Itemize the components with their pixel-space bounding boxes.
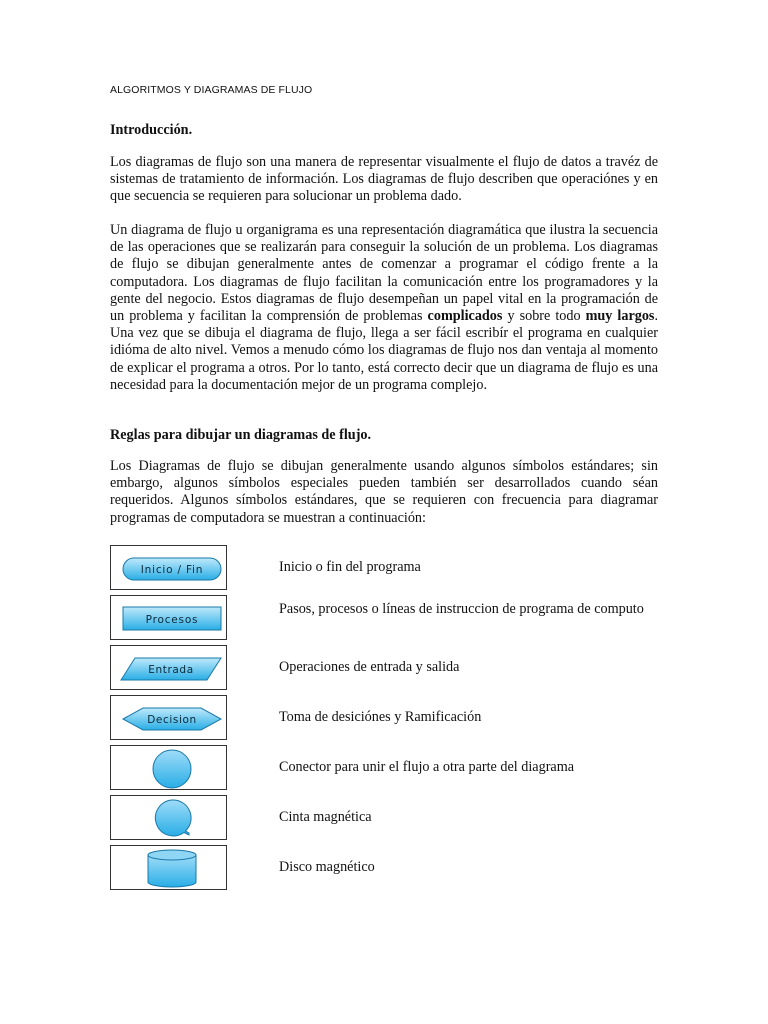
definition-text-2: y sobre todo [502, 308, 586, 325]
symbol-row-input-output [110, 645, 658, 693]
decision-icon [111, 696, 228, 741]
process-icon [111, 596, 228, 641]
symbol-box [110, 695, 227, 740]
document-title: ALGORITMOS Y DIAGRAMAS DE FLUJO [110, 84, 313, 96]
symbol-box [110, 845, 227, 890]
symbol-description: Pasos, procesos o líneas de instruccion de programa de computo [279, 601, 644, 617]
symbol-row-disk [110, 845, 658, 893]
symbol-row-connector [110, 745, 658, 793]
connector-icon [111, 746, 228, 791]
definition-text-1: Un diagrama de flujo u organigrama es una representación diagramática que ilustra la secuencia de las operaciones que se realizarán para conseguir la solución de un problema. Los diagramas de flujo se dibujan generalmente antes de comenzar a programar el código frente a la computadora. Los diagramas de flujo facilitan la comunicación entre los programadores y la gente del negocio. Estos diagramas de flujo desempeñan un papel vital en la programación de un problema y facilitan la comprensión de problemas [110, 222, 658, 325]
bold-muy-largos: muy largos [585, 308, 655, 325]
symbol-description: Toma de desiciónes y Ramificación [279, 709, 482, 725]
terminal-label: Inicio / Fin [140, 564, 204, 576]
input-output-label: Entrada [148, 664, 194, 676]
definition-text-3: . Una vez que se dibuja el diagrama de flujo, llega a ser fácil escribír el programa en cualquier idióma de alto nivel. Vemos a menudo cómo los diagramas de flujo nos dan ventaja al momento de explicar el programa a otros. Por lo tanto, está correcto decir que un diagrama de flujo es una necesidad para la documentación mejor de un programa complejo. [110, 308, 658, 393]
symbol-description: Inicio o fin del programa [279, 559, 421, 575]
symbol-row-decision [110, 695, 658, 743]
magnetic-tape-icon [111, 796, 228, 841]
symbol-box [110, 595, 227, 640]
symbol-box [110, 545, 227, 590]
bold-complicados: complicados [427, 308, 503, 325]
input-output-icon [111, 646, 228, 691]
symbol-box [110, 795, 227, 840]
terminal-icon [111, 546, 228, 591]
symbol-row-terminal [110, 545, 658, 593]
intro-paragraph: Los diagramas de flujo son una manera de representar visualmente el flujo de datos a travéz de sistemas de tratamiento de información. Los diagramas de flujo describen que operaciónes y en que secuencia se requieren para solucionar un problema dado. [110, 154, 658, 205]
rules-heading: Reglas para dibujar un diagramas de flujo. [110, 427, 372, 443]
symbol-description: Disco magnético [279, 859, 375, 875]
symbol-description: Cinta magnética [279, 809, 372, 825]
decision-label: Decision [147, 714, 197, 726]
rules-paragraph: Los Diagramas de flujo se dibujan generalmente usando algunos símbolos estándares; sin embargo, algunos símbolos especiales pueden también ser desarrollados cuando séan requeridos. Algunos símbolos estándares, que se requieren con frecuencia para diagramar programas de computadora se muestran a continuación: [110, 458, 658, 526]
definition-paragraph [110, 222, 658, 394]
symbol-box [110, 745, 227, 790]
symbol-description: Conector para unir el flujo a otra parte del diagrama [279, 759, 575, 775]
intro-heading: Introducción. [110, 122, 193, 138]
symbol-row-tape [110, 795, 658, 843]
symbol-row-process [110, 595, 658, 643]
process-label: Procesos [145, 614, 199, 626]
symbol-description: Operaciones de entrada y salida [279, 659, 460, 675]
magnetic-disk-icon [111, 846, 228, 891]
symbol-box [110, 645, 227, 690]
